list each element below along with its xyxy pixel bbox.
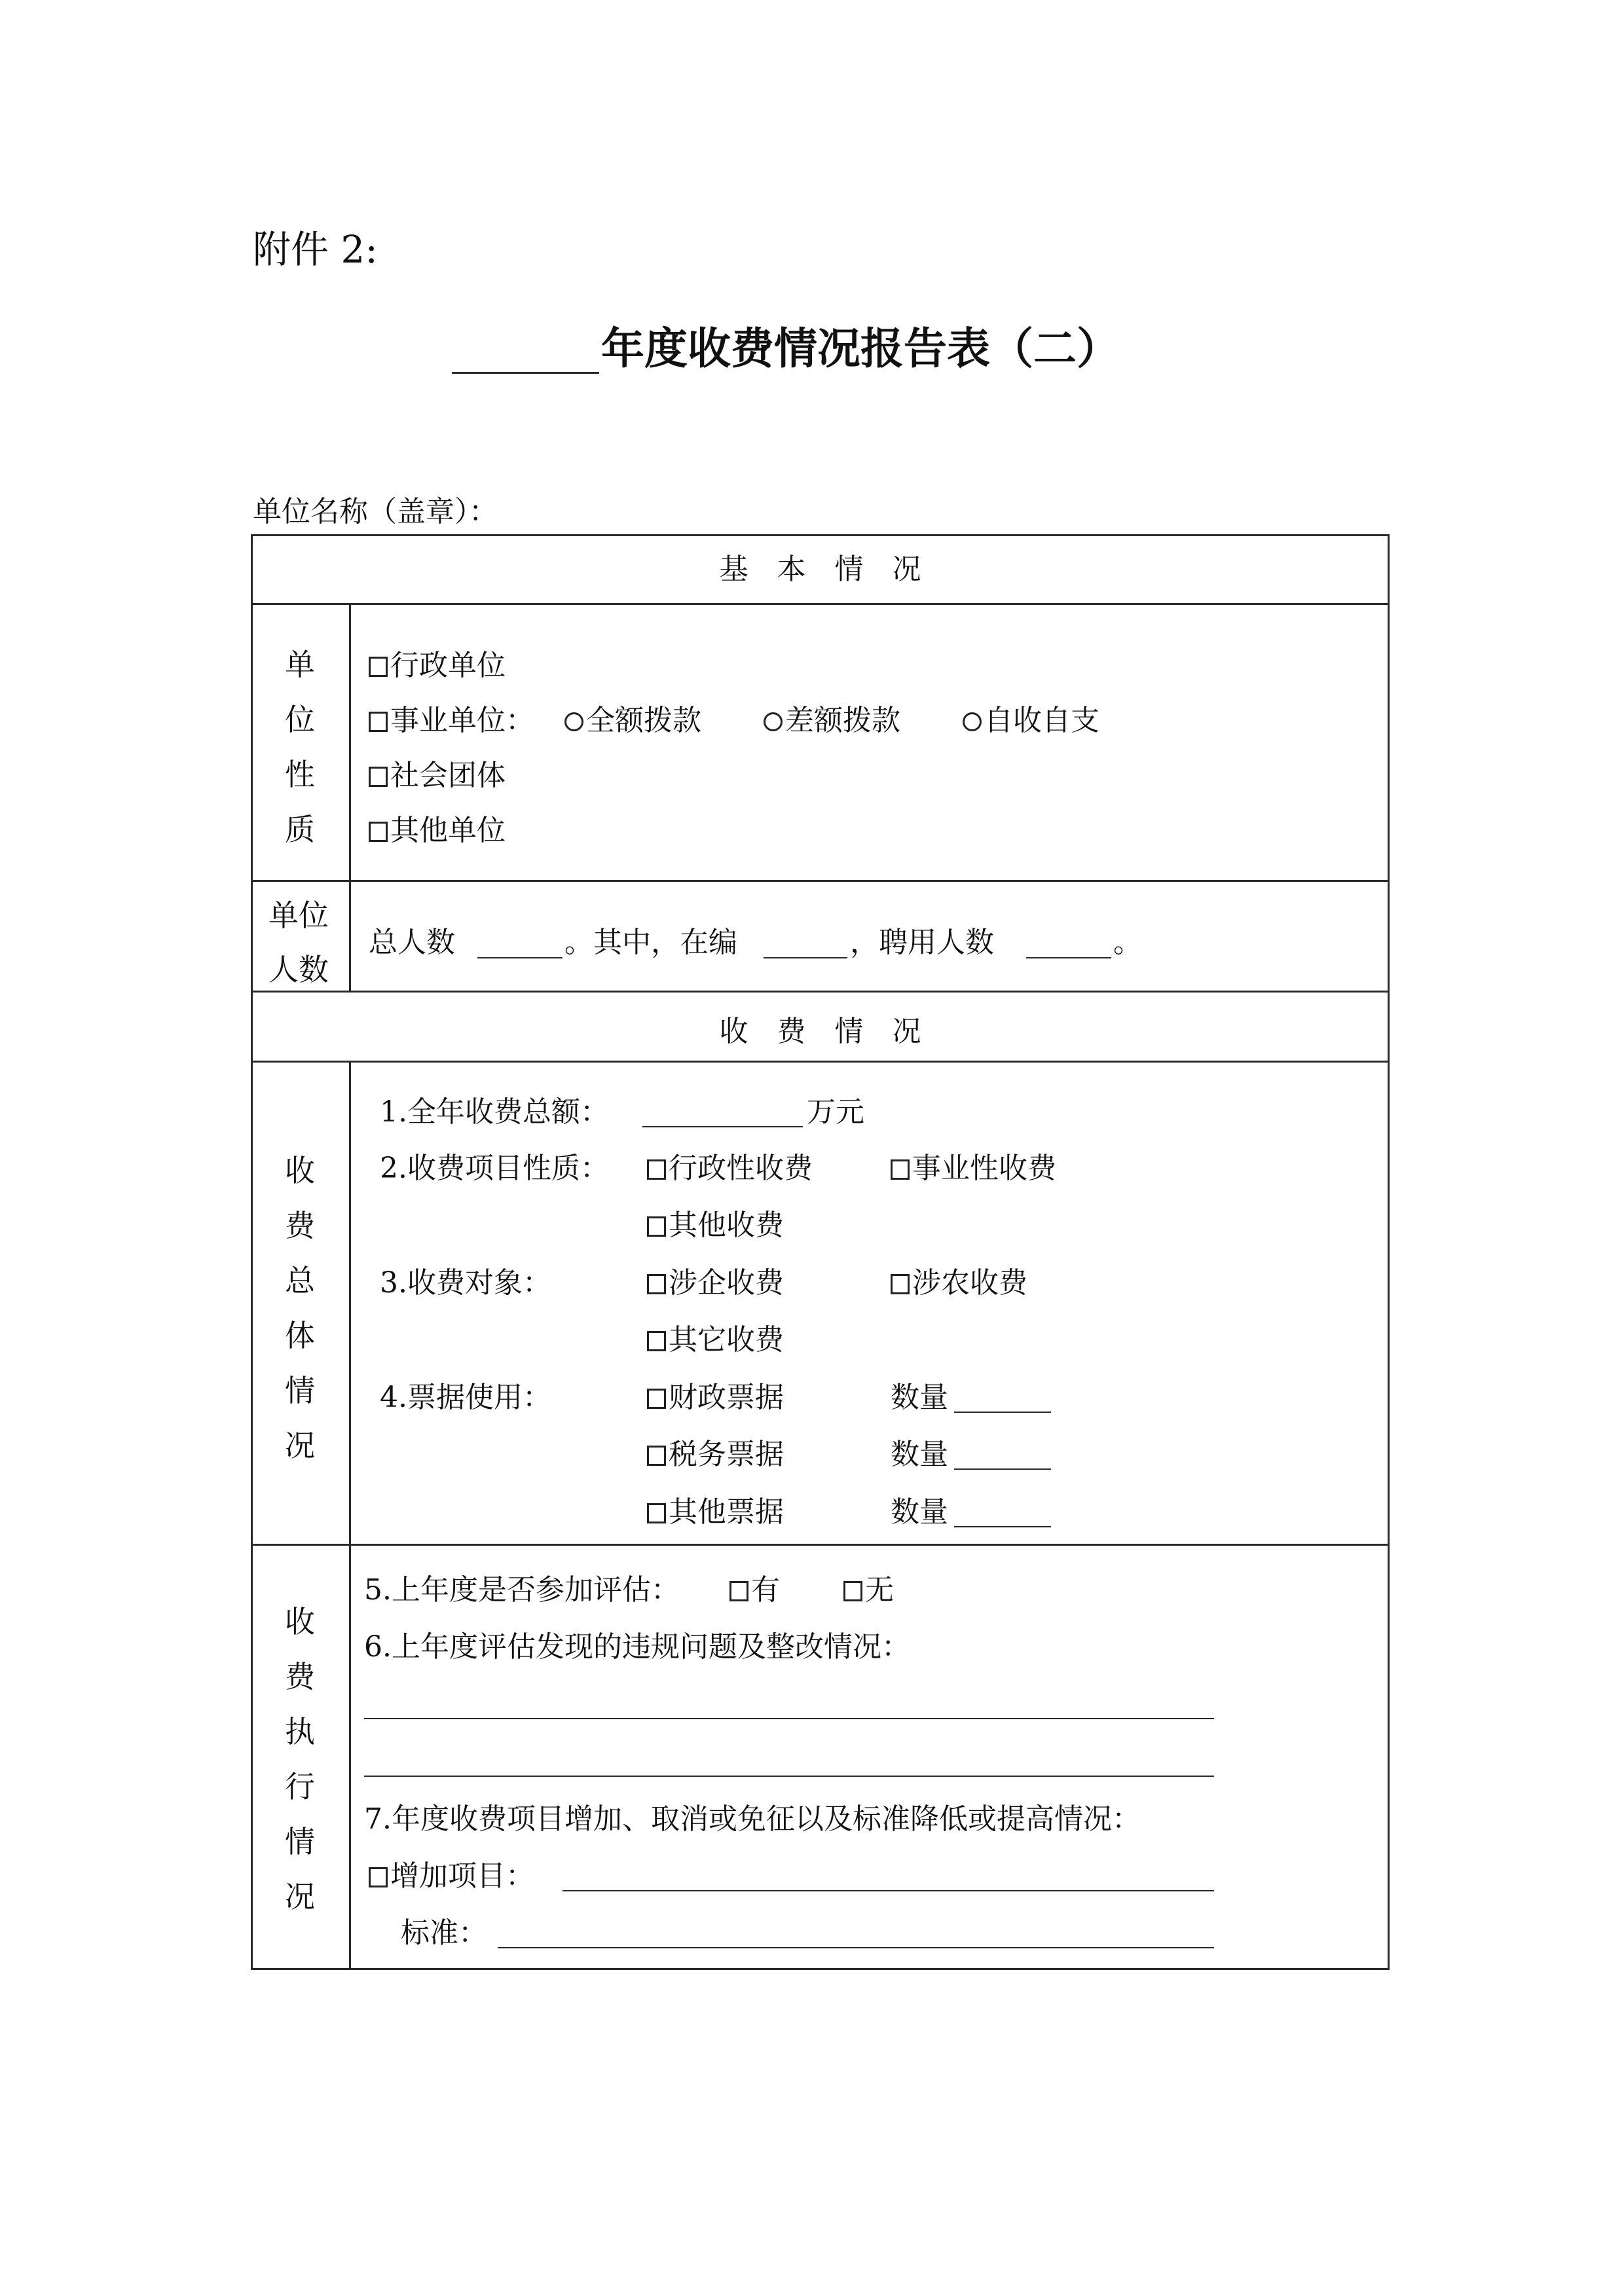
added-item-option[interactable]: 增加项目： <box>369 1862 534 1891</box>
fee-overall-label-char: 总 <box>285 1263 315 1298</box>
fee-nature-other-option[interactable]: 其他收费 <box>647 1211 784 1240</box>
funding-full-option[interactable]: 全额拨款 <box>564 706 701 735</box>
prior-assessment-label: 5.上年度是否参加评估： <box>364 1573 680 1607</box>
opt-institution-unit[interactable]: 事业单位： <box>369 706 534 735</box>
checkbox-icon[interactable] <box>647 1331 666 1351</box>
invoice-other-qty-label: 数量 <box>891 1495 948 1529</box>
prior-assessment-yes-option[interactable]: 有 <box>729 1576 780 1605</box>
opt-other-unit[interactable]: 其他单位 <box>369 816 506 845</box>
fee-execution-label-char: 收 <box>285 1604 315 1639</box>
violations-answer-line[interactable] <box>364 1776 1214 1777</box>
checkbox-icon[interactable] <box>369 657 388 677</box>
fee-target-enterprise-option[interactable]: 涉企收费 <box>647 1269 784 1298</box>
headcount-hired-label: ，聘用人数 <box>850 926 994 959</box>
basic-section-header: 基 本 情 况 <box>719 553 921 586</box>
invoice-tax-qty-blank[interactable] <box>954 1468 1051 1470</box>
radio-icon[interactable] <box>963 712 982 731</box>
fee-execution-label-char: 执 <box>285 1714 315 1749</box>
radio-icon[interactable] <box>764 712 783 731</box>
fee-nature-admin-option[interactable]: 行政性收费 <box>647 1154 813 1183</box>
total-fee-blank[interactable] <box>642 1126 803 1127</box>
checkbox-icon[interactable] <box>369 1867 388 1887</box>
radio-icon[interactable] <box>564 712 583 731</box>
fee-overall-label-char: 况 <box>285 1428 315 1463</box>
violations-answer-line[interactable] <box>364 1718 1214 1719</box>
year-blank-line[interactable] <box>452 372 599 374</box>
checkbox-icon[interactable] <box>647 1216 666 1237</box>
headcount-total-blank[interactable] <box>477 957 563 958</box>
fee-changes-label: 7.年度收费项目增加、取消或免征以及标准降低或提高情况： <box>364 1802 1141 1836</box>
fee-section-header: 收 费 情 况 <box>719 1015 921 1048</box>
checkbox-icon[interactable] <box>647 1274 666 1294</box>
checkbox-icon[interactable] <box>647 1159 666 1180</box>
checkbox-icon[interactable] <box>369 712 388 732</box>
checkbox-icon[interactable] <box>647 1446 666 1466</box>
fee-overall-label-char: 收 <box>285 1153 315 1188</box>
invoice-other-option[interactable]: 其他票据 <box>647 1498 784 1527</box>
invoice-other-qty-blank[interactable] <box>954 1526 1051 1527</box>
fee-execution-label-char: 行 <box>285 1769 315 1804</box>
violations-label: 6.上年度评估发现的违规问题及整改情况： <box>364 1630 910 1664</box>
fee-execution-label-char: 况 <box>285 1879 315 1914</box>
total-fee-label: 1.全年收费总额： <box>380 1095 609 1129</box>
opt-social-group[interactable]: 社会团体 <box>369 761 506 790</box>
total-fee-unit: 万元 <box>807 1095 864 1129</box>
fee-execution-label-char: 情 <box>285 1824 315 1859</box>
unit-nature-label-char: 单 <box>285 647 315 682</box>
headcount-end: 。 <box>1113 926 1142 959</box>
checkbox-icon[interactable] <box>729 1581 748 1601</box>
fee-target-other-option[interactable]: 其它收费 <box>647 1326 784 1355</box>
fee-overall-label-char: 体 <box>285 1318 315 1353</box>
added-item-blank[interactable] <box>563 1890 1214 1891</box>
page-title: 年度收费情况报告表（二） <box>601 323 1120 374</box>
opt-admin-unit[interactable]: 行政单位 <box>369 651 506 680</box>
checkbox-icon[interactable] <box>647 1389 666 1409</box>
invoice-tax-option[interactable]: 税务票据 <box>647 1440 784 1469</box>
checkbox-icon[interactable] <box>891 1274 910 1294</box>
funding-self-option[interactable]: 自收自支 <box>963 706 1099 735</box>
invoice-finance-qty-blank[interactable] <box>954 1412 1051 1413</box>
invoice-finance-option[interactable]: 财政票据 <box>647 1383 784 1412</box>
unit-name-label: 单位名称（盖章）： <box>253 495 498 528</box>
standard-label: 标准： <box>401 1916 487 1950</box>
standard-blank[interactable] <box>498 1947 1214 1948</box>
invoice-finance-qty-label: 数量 <box>891 1381 948 1414</box>
fee-execution-label-char: 费 <box>285 1659 315 1694</box>
fee-target-agri-option[interactable]: 涉农收费 <box>891 1269 1027 1298</box>
unit-nature-label-char: 位 <box>285 702 315 737</box>
unit-nature-label-char: 质 <box>285 812 315 847</box>
attachment-label: 附件 2: <box>253 227 378 272</box>
checkbox-icon[interactable] <box>369 822 388 842</box>
headcount-label-line1: 单位 <box>268 898 329 933</box>
headcount-hired-blank[interactable] <box>1026 957 1111 958</box>
checkbox-icon[interactable] <box>369 767 388 787</box>
fee-nature-label: 2.收费项目性质： <box>380 1152 609 1185</box>
invoice-usage-label: 4.票据使用： <box>380 1381 551 1414</box>
unit-nature-label-char: 性 <box>285 757 315 792</box>
checkbox-icon[interactable] <box>891 1159 910 1180</box>
fee-overall-label-char: 费 <box>285 1208 315 1243</box>
prior-assessment-no-option[interactable]: 无 <box>843 1576 894 1605</box>
funding-diff-option[interactable]: 差额拨款 <box>764 706 900 735</box>
checkbox-icon[interactable] <box>647 1503 666 1523</box>
headcount-staffed-label: 。其中，在编 <box>564 926 737 959</box>
fee-nature-institution-option[interactable]: 事业性收费 <box>891 1154 1056 1183</box>
headcount-total-label: 总人数 <box>369 926 455 959</box>
fee-overall-label-char: 情 <box>285 1373 315 1408</box>
headcount-staffed-blank[interactable] <box>764 957 847 958</box>
fee-target-label: 3.收费对象： <box>380 1266 551 1300</box>
invoice-tax-qty-label: 数量 <box>891 1438 948 1471</box>
checkbox-icon[interactable] <box>843 1581 862 1601</box>
headcount-label-line2: 人数 <box>268 952 329 987</box>
